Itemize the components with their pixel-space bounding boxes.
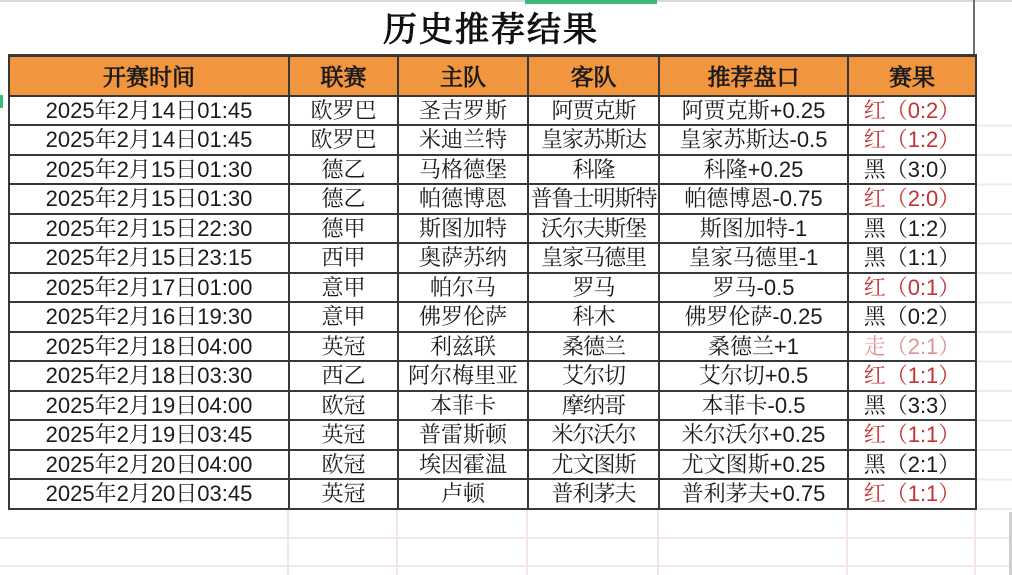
cell-home-team[interactable]: 阿尔梅里亚 (398, 361, 528, 391)
cell-result[interactable]: 黑（1:2） (848, 214, 976, 244)
cell-away-team[interactable]: 罗马 (528, 273, 659, 303)
cell-league[interactable]: 欧罗巴 (289, 96, 398, 126)
empty-column-gridline (526, 510, 528, 575)
cell-start-time[interactable]: 2025年2月17日01:00 (9, 273, 289, 303)
table-body (9, 96, 976, 509)
empty-column-gridline (846, 510, 848, 575)
cell-league[interactable]: 英冠 (289, 332, 398, 362)
header-cell-home-team[interactable]: 主队 (398, 56, 528, 96)
cell-result[interactable]: 红（2:0） (848, 184, 976, 214)
cell-start-time[interactable]: 2025年2月15日01:30 (9, 184, 289, 214)
cell-start-time[interactable]: 2025年2月14日01:45 (9, 96, 289, 126)
cell-start-time[interactable]: 2025年2月15日23:15 (9, 243, 289, 273)
cell-league[interactable]: 德乙 (289, 155, 398, 185)
empty-column-gridline (974, 510, 976, 575)
cell-away-team[interactable]: 沃尔夫斯堡 (528, 214, 659, 244)
header-cell-away-team[interactable]: 客队 (528, 56, 659, 96)
table-row (9, 184, 976, 214)
cell-away-team[interactable]: 摩纳哥 (528, 391, 659, 421)
cell-result[interactable]: 黑（3:3） (848, 391, 976, 421)
cell-start-time[interactable]: 2025年2月18日04:00 (9, 332, 289, 362)
scroll-indicator[interactable] (525, 0, 657, 4)
cell-handicap[interactable]: 桑德兰+1 (659, 332, 848, 362)
cell-result[interactable]: 黑（1:1） (848, 243, 976, 273)
cell-handicap[interactable]: 皇家苏斯达-0.5 (659, 125, 848, 155)
cell-home-team[interactable]: 米迪兰特 (398, 125, 528, 155)
cell-league[interactable]: 英冠 (289, 420, 398, 450)
cell-handicap[interactable]: 米尔沃尔+0.25 (659, 420, 848, 450)
header-cell-result[interactable]: 赛果 (848, 56, 976, 96)
cell-handicap[interactable]: 阿贾克斯+0.25 (659, 96, 848, 126)
cell-home-team[interactable]: 卢顿 (398, 479, 528, 509)
cell-league[interactable]: 欧冠 (289, 391, 398, 421)
cell-handicap[interactable]: 尤文图斯+0.25 (659, 450, 848, 480)
cell-league[interactable]: 英冠 (289, 479, 398, 509)
table-header-row (9, 56, 976, 96)
cell-home-team[interactable]: 奥萨苏纳 (398, 243, 528, 273)
cell-handicap[interactable]: 帕德博恩-0.75 (659, 184, 848, 214)
table-row (9, 155, 976, 185)
cell-home-team[interactable]: 圣吉罗斯 (398, 96, 528, 126)
cell-league[interactable]: 西乙 (289, 361, 398, 391)
header-cell-league[interactable]: 联赛 (289, 56, 398, 96)
cell-start-time[interactable]: 2025年2月15日01:30 (9, 155, 289, 185)
empty-cells-right-strip (977, 97, 1012, 510)
cell-away-team[interactable]: 科隆 (528, 155, 659, 185)
cell-away-team[interactable]: 皇家苏斯达 (528, 125, 659, 155)
cell-start-time[interactable]: 2025年2月20日04:00 (9, 450, 289, 480)
cell-league[interactable]: 欧冠 (289, 450, 398, 480)
results-table (8, 54, 977, 510)
table-row (9, 361, 976, 391)
cell-result[interactable]: 黑（0:2） (848, 302, 976, 332)
row-selection-mark (0, 95, 3, 108)
cell-handicap[interactable]: 普利茅夫+0.75 (659, 479, 848, 509)
cell-home-team[interactable]: 马格德堡 (398, 155, 528, 185)
table-row (9, 273, 976, 303)
cell-result[interactable]: 红（1:1） (848, 361, 976, 391)
empty-row-gridline (0, 537, 1012, 539)
cell-result[interactable]: 红（1:1） (848, 479, 976, 509)
cell-result[interactable]: 黑（2:1） (848, 450, 976, 480)
cell-handicap[interactable]: 科隆+0.25 (659, 155, 848, 185)
cell-home-team[interactable]: 斯图加特 (398, 214, 528, 244)
cell-away-team[interactable]: 皇家马德里 (528, 243, 659, 273)
cell-start-time[interactable]: 2025年2月19日03:45 (9, 420, 289, 450)
empty-column-gridline (287, 510, 289, 575)
cell-result[interactable]: 红（1:1） (848, 420, 976, 450)
table-row (9, 243, 976, 273)
cell-league[interactable]: 德乙 (289, 184, 398, 214)
cell-start-time[interactable]: 2025年2月15日22:30 (9, 214, 289, 244)
cell-handicap[interactable]: 本菲卡-0.5 (659, 391, 848, 421)
table-row (9, 420, 976, 450)
table-row (9, 96, 976, 126)
header-cell-start-time[interactable]: 开赛时间 (9, 56, 289, 96)
cell-league[interactable]: 西甲 (289, 243, 398, 273)
cell-result[interactable]: 红（0:1） (848, 273, 976, 303)
cell-start-time[interactable]: 2025年2月14日01:45 (9, 125, 289, 155)
table-row (9, 391, 976, 421)
cell-home-team[interactable]: 普雷斯顿 (398, 420, 528, 450)
cell-away-team[interactable]: 普利茅夫 (528, 479, 659, 509)
page-title[interactable]: 历史推荐结果 (383, 11, 599, 49)
cell-home-team[interactable]: 利兹联 (398, 332, 528, 362)
cell-home-team[interactable]: 帕德博恩 (398, 184, 528, 214)
cell-handicap[interactable]: 斯图加特-1 (659, 214, 848, 244)
cell-away-team[interactable]: 艾尔切 (528, 361, 659, 391)
table-row (9, 450, 976, 480)
empty-column-gridline (396, 510, 398, 575)
cell-handicap[interactable]: 罗马-0.5 (659, 273, 848, 303)
cell-away-team[interactable]: 科木 (528, 302, 659, 332)
table-row (9, 302, 976, 332)
cell-league[interactable]: 欧罗巴 (289, 125, 398, 155)
table-row (9, 479, 976, 509)
empty-row-gridline (0, 565, 1012, 567)
cell-result[interactable]: 走（2:1） (848, 332, 976, 362)
cell-result[interactable]: 红（0:2） (848, 96, 976, 126)
cell-start-time[interactable]: 2025年2月18日03:30 (9, 361, 289, 391)
cell-start-time[interactable]: 2025年2月16日19:30 (9, 302, 289, 332)
cell-home-team[interactable]: 佛罗伦萨 (398, 302, 528, 332)
cell-away-team[interactable]: 普鲁士明斯特 (528, 184, 659, 214)
cell-home-team[interactable]: 帕尔马 (398, 273, 528, 303)
cell-away-team[interactable]: 阿贾克斯 (528, 96, 659, 126)
cell-result[interactable]: 黑（3:0） (848, 155, 976, 185)
cell-league[interactable]: 意甲 (289, 273, 398, 303)
cell-start-time[interactable]: 2025年2月19日04:00 (9, 391, 289, 421)
header-cell-handicap[interactable]: 推荐盘口 (659, 56, 848, 96)
cell-home-team[interactable]: 本菲卡 (398, 391, 528, 421)
cell-home-team[interactable]: 埃因霍温 (398, 450, 528, 480)
cell-away-team[interactable]: 尤文图斯 (528, 450, 659, 480)
cell-league[interactable]: 意甲 (289, 302, 398, 332)
cell-handicap[interactable]: 佛罗伦萨-0.25 (659, 302, 848, 332)
cell-league[interactable]: 德甲 (289, 214, 398, 244)
cell-handicap[interactable]: 艾尔切+0.5 (659, 361, 848, 391)
cell-result[interactable]: 红（1:2） (848, 125, 976, 155)
table-row (9, 332, 976, 362)
cell-away-team[interactable]: 米尔沃尔 (528, 420, 659, 450)
table-row (9, 125, 976, 155)
window-top-edge (0, 0, 1012, 2)
cell-start-time[interactable]: 2025年2月20日03:45 (9, 479, 289, 509)
table-row (9, 214, 976, 244)
cell-away-team[interactable]: 桑德兰 (528, 332, 659, 362)
cell-handicap[interactable]: 皇家马德里-1 (659, 243, 848, 273)
empty-column-gridline (657, 510, 659, 575)
